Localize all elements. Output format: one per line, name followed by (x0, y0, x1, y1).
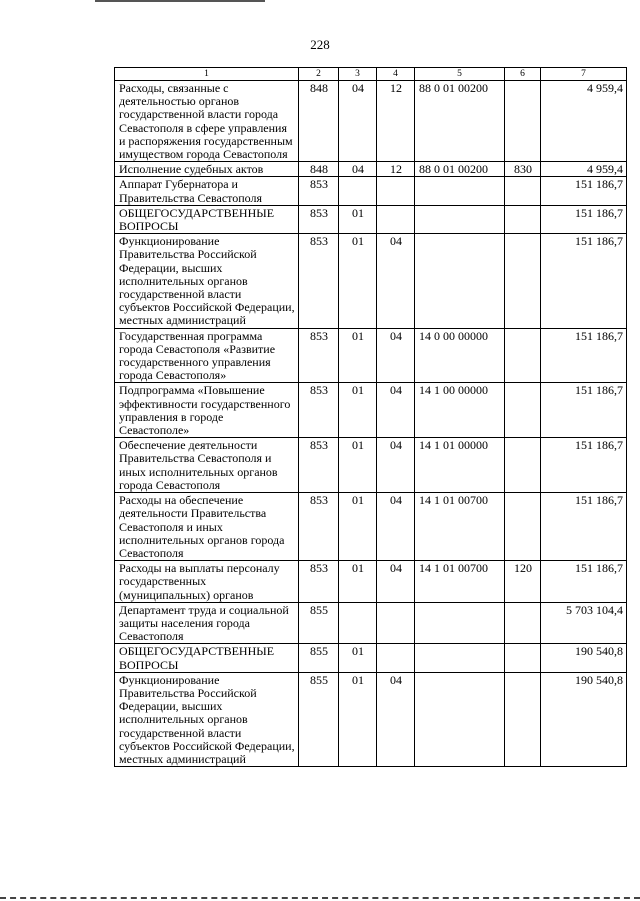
scan-edge-top (95, 0, 265, 2)
row-code-6 (505, 383, 541, 438)
row-code-4 (377, 602, 415, 644)
row-code-3: 01 (339, 205, 377, 233)
row-amount: 4 959,4 (541, 81, 627, 162)
row-code-3: 01 (339, 328, 377, 383)
row-code-6 (505, 234, 541, 328)
col-header-4: 4 (377, 68, 415, 81)
page-number: 228 (310, 37, 330, 52)
row-code-2: 853 (299, 328, 339, 383)
table-row (115, 234, 627, 328)
row-code-3: 01 (339, 438, 377, 493)
row-code-3: 01 (339, 493, 377, 561)
row-name: Расходы, связанные с деятельностью органов государственной власти города Севастополя в сфере управления и распоряжения государственным имуществом города Севастополя (115, 81, 299, 162)
row-code-2: 853 (299, 234, 339, 328)
col-header-1: 1 (115, 68, 299, 81)
row-amount: 151 186,7 (541, 561, 627, 603)
row-name: Исполнение судебных актов (115, 162, 299, 177)
row-code-6 (505, 205, 541, 233)
row-code-5 (415, 205, 505, 233)
row-amount: 4 959,4 (541, 162, 627, 177)
row-code-2: 855 (299, 672, 339, 766)
scan-edge-bottom (0, 897, 640, 899)
row-code-4 (377, 205, 415, 233)
row-code-3 (339, 177, 377, 205)
row-code-5: 14 1 01 00700 (415, 493, 505, 561)
row-code-5 (415, 177, 505, 205)
table-row (115, 328, 627, 383)
row-code-6 (505, 328, 541, 383)
row-amount: 151 186,7 (541, 493, 627, 561)
row-code-2: 853 (299, 205, 339, 233)
row-name: Функционирование Правительства Российской Федерации, высших исполнительных органов государственной власти субъектов Российской Федерации, местных администраций (115, 234, 299, 328)
row-code-4: 12 (377, 81, 415, 162)
row-code-2: 848 (299, 81, 339, 162)
row-code-6 (505, 493, 541, 561)
table-row (115, 205, 627, 233)
budget-table (114, 67, 627, 767)
row-code-5 (415, 602, 505, 644)
row-code-2: 855 (299, 602, 339, 644)
row-code-3: 01 (339, 644, 377, 672)
col-header-7: 7 (541, 68, 627, 81)
row-code-3: 01 (339, 561, 377, 603)
row-code-3: 01 (339, 672, 377, 766)
row-code-5: 88 0 01 00200 (415, 162, 505, 177)
row-code-4 (377, 644, 415, 672)
row-code-4: 04 (377, 328, 415, 383)
row-code-4: 04 (377, 438, 415, 493)
table-row (115, 177, 627, 205)
row-name: ОБЩЕГОСУДАРСТВЕННЫЕ ВОПРОСЫ (115, 205, 299, 233)
row-amount: 151 186,7 (541, 438, 627, 493)
row-code-3: 04 (339, 162, 377, 177)
row-amount: 151 186,7 (541, 177, 627, 205)
row-code-6 (505, 177, 541, 205)
row-name: ОБЩЕГОСУДАРСТВЕННЫЕ ВОПРОСЫ (115, 644, 299, 672)
row-code-4: 04 (377, 493, 415, 561)
row-code-6 (505, 602, 541, 644)
row-name: Аппарат Губернатора и Правительства Севастополя (115, 177, 299, 205)
row-code-5 (415, 234, 505, 328)
table-row (115, 162, 627, 177)
row-code-4: 04 (377, 383, 415, 438)
row-code-4: 04 (377, 561, 415, 603)
row-amount: 5 703 104,4 (541, 602, 627, 644)
row-name: Расходы на выплаты персоналу государственных (муниципальных) органов (115, 561, 299, 603)
table-row (115, 672, 627, 766)
row-code-5 (415, 672, 505, 766)
row-code-3: 01 (339, 383, 377, 438)
table-row (115, 438, 627, 493)
row-code-2: 848 (299, 162, 339, 177)
table-row (115, 644, 627, 672)
row-code-2: 853 (299, 493, 339, 561)
column-number-row (115, 68, 627, 81)
table-row (115, 493, 627, 561)
row-amount: 151 186,7 (541, 328, 627, 383)
row-code-5: 88 0 01 00200 (415, 81, 505, 162)
row-amount: 190 540,8 (541, 644, 627, 672)
row-code-3: 01 (339, 234, 377, 328)
col-header-5: 5 (415, 68, 505, 81)
row-code-4 (377, 177, 415, 205)
row-code-6: 120 (505, 561, 541, 603)
row-code-5: 14 1 01 00000 (415, 438, 505, 493)
row-code-5: 14 0 00 00000 (415, 328, 505, 383)
row-code-6 (505, 438, 541, 493)
table-row (115, 561, 627, 603)
row-code-3: 04 (339, 81, 377, 162)
row-code-5: 14 1 01 00700 (415, 561, 505, 603)
row-name: Подпрограмма «Повышение эффективности государственного управления в городе Севастополе» (115, 383, 299, 438)
row-code-5: 14 1 00 00000 (415, 383, 505, 438)
row-name: Функционирование Правительства Российской Федерации, высших исполнительных органов государственной власти субъектов Российской Федерации, местных администраций (115, 672, 299, 766)
row-name: Обеспечение деятельности Правительства Севастополя и иных исполнительных органов города Севастополя (115, 438, 299, 493)
row-code-2: 853 (299, 438, 339, 493)
row-code-3 (339, 602, 377, 644)
row-amount: 151 186,7 (541, 383, 627, 438)
row-code-6 (505, 644, 541, 672)
row-code-2: 853 (299, 383, 339, 438)
col-header-6: 6 (505, 68, 541, 81)
table-row (115, 81, 627, 162)
table-row (115, 602, 627, 644)
row-code-6: 830 (505, 162, 541, 177)
row-amount: 190 540,8 (541, 672, 627, 766)
row-code-4: 04 (377, 672, 415, 766)
row-code-5 (415, 644, 505, 672)
row-code-6 (505, 672, 541, 766)
row-amount: 151 186,7 (541, 234, 627, 328)
row-name: Расходы на обеспечение деятельности Правительства Севастополя и иных исполнительных органов города Севастополя (115, 493, 299, 561)
row-amount: 151 186,7 (541, 205, 627, 233)
row-code-2: 855 (299, 644, 339, 672)
row-code-4: 04 (377, 234, 415, 328)
row-name: Государственная программа города Севастополя «Развитие государственного управления города Севастополя» (115, 328, 299, 383)
col-header-3: 3 (339, 68, 377, 81)
row-code-4: 12 (377, 162, 415, 177)
row-code-2: 853 (299, 561, 339, 603)
row-name: Департамент труда и социальной защиты населения города Севастополя (115, 602, 299, 644)
col-header-2: 2 (299, 68, 339, 81)
row-code-6 (505, 81, 541, 162)
table-row (115, 383, 627, 438)
row-code-2: 853 (299, 177, 339, 205)
